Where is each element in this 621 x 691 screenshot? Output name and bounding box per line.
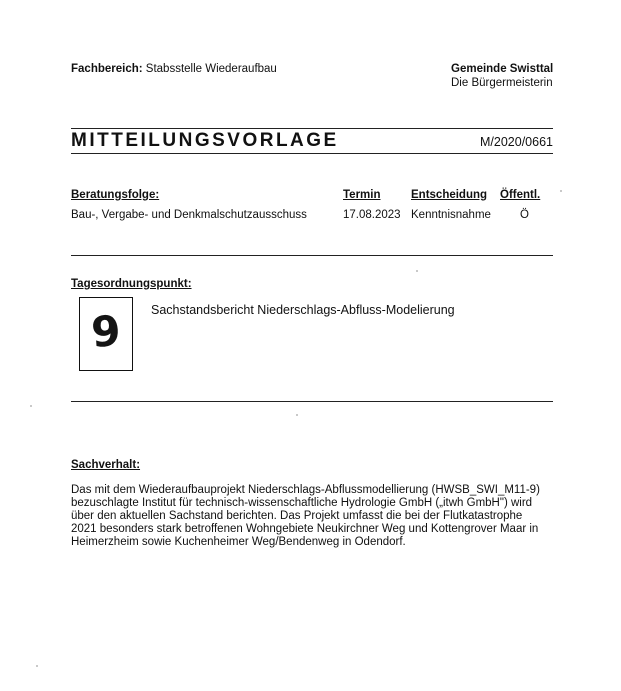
tagesordnung-heading: Tagesordnungspunkt:: [71, 278, 192, 290]
gremium-cell: Bau-, Vergabe- und Denkmalschutzausschuss: [71, 209, 307, 221]
entscheidung-cell: Kenntnisnahme: [411, 209, 491, 221]
sachverhalt-body: [71, 484, 555, 549]
entscheidung-heading: Entscheidung: [411, 189, 488, 201]
buergermeisterin: Die Bürgermeisterin: [451, 77, 553, 89]
oeffentl-heading: Öffentl.: [500, 189, 541, 201]
sachverhalt-line: Das mit dem Wiederaufbauprojekt Niederschlags-Abflussmodellierung (HWSB_SWI_M11-9): [71, 484, 540, 496]
oeffentl-cell: Ö: [520, 209, 529, 221]
termin-heading: Termin: [343, 189, 381, 201]
scan-speck: [560, 190, 562, 192]
sachverhalt-line: bezuschlagte Institut für technisch-wissenschaftliche Hydrologie GmbH („itwh GmbH") wird: [71, 497, 533, 509]
title-top-rule: [71, 128, 553, 129]
agenda-title: Sachstandsbericht Niederschlags-Abfluss-Modelierung: [151, 303, 455, 317]
scan-speck: [416, 270, 418, 272]
agenda-bottom-rule: [71, 401, 553, 402]
sachverhalt-line: 2021 besonders stark betroffenen Wohngebiete Neukirchner Weg und Kottengrover Maar in: [71, 523, 539, 535]
sachverhalt-line: Heimerzheim sowie Kuchenheimer Weg/Bendenweg in Odendorf.: [71, 536, 406, 548]
agenda-number-box: [79, 297, 133, 371]
title-bottom-rule: [71, 153, 553, 154]
gemeinde-name: Gemeinde Swisttal: [451, 63, 554, 75]
scan-speck: [296, 414, 298, 416]
sachverhalt-heading: Sachverhalt:: [71, 459, 141, 471]
termin-cell: 17.08.2023: [343, 209, 401, 221]
scan-speck: [36, 665, 38, 667]
agenda-number: 9: [89, 306, 123, 357]
fachbereich: [71, 62, 277, 76]
fachbereich-value: Stabsstelle Wiederaufbau: [145, 63, 277, 75]
sachverhalt-line: über den aktuellen Sachstand berichten. Das Projekt umfasst die bei der Flutkatastrophe: [71, 510, 523, 522]
beratungsfolge-heading: Beratungsfolge:: [71, 189, 160, 201]
scan-speck: [30, 405, 32, 407]
document-number: M/2020/0661: [480, 135, 553, 149]
document-title: MITTEILUNGSVORLAGE: [71, 130, 339, 151]
table-bottom-rule: [71, 255, 553, 256]
fachbereich-label: Fachbereich:: [71, 63, 143, 75]
